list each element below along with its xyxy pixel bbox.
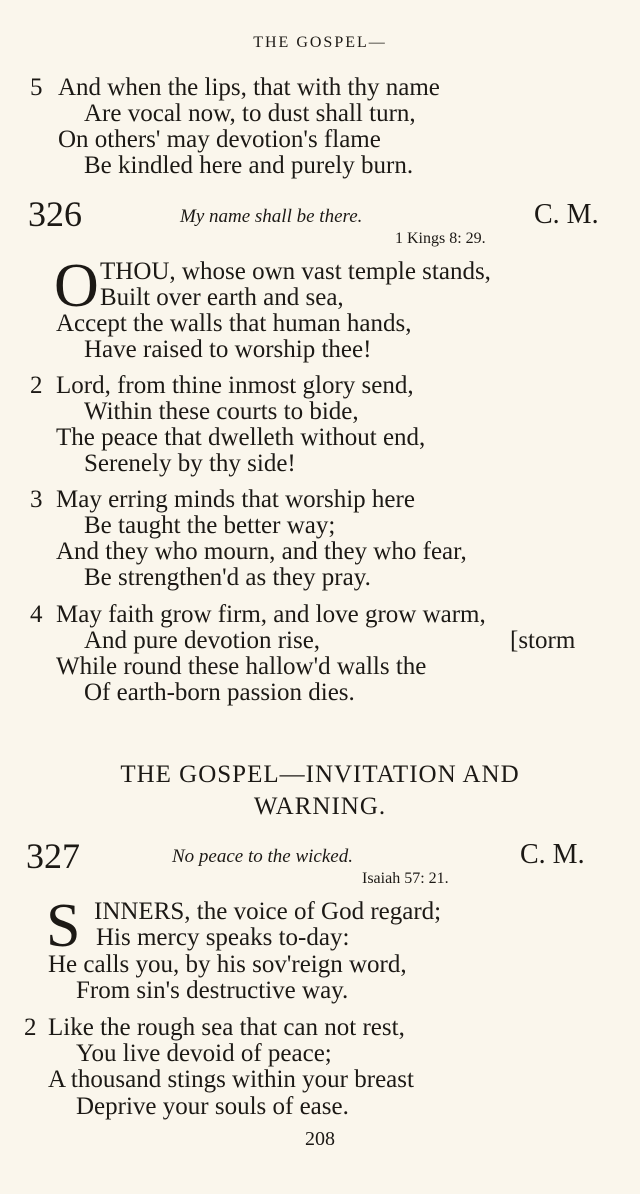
verse-line: You live devoid of peace; xyxy=(76,1040,332,1067)
verse-line: THOU, whose own vast temple stands, xyxy=(100,258,491,285)
verse-number: 3 xyxy=(30,486,43,513)
verse-line: The peace that dwelleth without end, xyxy=(56,424,426,451)
verse-line: Of earth-born passion dies. xyxy=(84,679,355,706)
verse-line: A thousand stings within your breast xyxy=(48,1066,414,1093)
verse-line: Within these courts to bide, xyxy=(84,398,359,425)
scripture-reference: Isaiah 57: 21. xyxy=(362,870,449,887)
verse-line: Be taught the better way; xyxy=(84,512,336,539)
hymn-title: No peace to the wicked. xyxy=(172,846,353,867)
verse-line: While round these hallow'd walls the xyxy=(56,653,427,680)
hymn-number: 327 xyxy=(26,836,80,876)
verse-line: From sin's destructive way. xyxy=(76,977,349,1004)
verse-line: And when the lips, that with thy name xyxy=(58,74,440,101)
scripture-reference: 1 Kings 8: 29. xyxy=(395,230,486,247)
verse-line: Lord, from thine inmost glory send, xyxy=(56,372,414,399)
verse-line: Like the rough sea that can not rest, xyxy=(48,1014,405,1041)
section-heading: WARNING. xyxy=(253,793,387,820)
verse-line: Built over earth and sea, xyxy=(100,284,344,311)
verse-line: And they who mourn, and they who fear, xyxy=(56,538,467,565)
verse-line: His mercy speaks to-day: xyxy=(96,924,350,951)
verse-line: And pure devotion rise, xyxy=(84,627,321,654)
verse-number: 2 xyxy=(24,1014,37,1041)
verse-line: He calls you, by his sov'reign word, xyxy=(48,951,407,978)
verse-line: Serenely by thy side! xyxy=(84,450,296,477)
drop-cap: S xyxy=(46,892,81,960)
section-heading: THE GOSPEL—INVITATION AND xyxy=(120,761,520,788)
verse-line: May erring minds that worship here xyxy=(56,486,415,513)
verse-line: INNERS, the voice of God regard; xyxy=(94,898,442,925)
verse-line: On others' may devotion's flame xyxy=(58,126,381,153)
running-head: THE GOSPEL— xyxy=(253,34,387,51)
hymn-meter: C. M. xyxy=(520,839,585,870)
hymn-number: 326 xyxy=(28,194,82,234)
verse-number: 2 xyxy=(30,372,43,399)
verse-number: 4 xyxy=(30,601,43,628)
verse-line: Be kindled here and purely burn. xyxy=(84,152,414,179)
hymn-title: My name shall be there. xyxy=(180,206,363,227)
verse-line: Accept the walls that human hands, xyxy=(56,310,412,337)
verse-number: 5 xyxy=(30,74,43,101)
verse-line: Have raised to worship thee! xyxy=(84,336,372,363)
verse-line: May faith grow firm, and love grow warm, xyxy=(56,601,486,628)
drop-cap: O xyxy=(54,252,99,320)
hymn-meter: C. M. xyxy=(534,199,599,230)
verse-line-turnover: [storm xyxy=(510,627,576,654)
verse-line: Are vocal now, to dust shall turn, xyxy=(84,100,416,127)
page-number: 208 xyxy=(305,1128,335,1150)
verse-line: Be strengthen'd as they pray. xyxy=(84,564,371,591)
verse-line: Deprive your souls of ease. xyxy=(76,1093,349,1120)
